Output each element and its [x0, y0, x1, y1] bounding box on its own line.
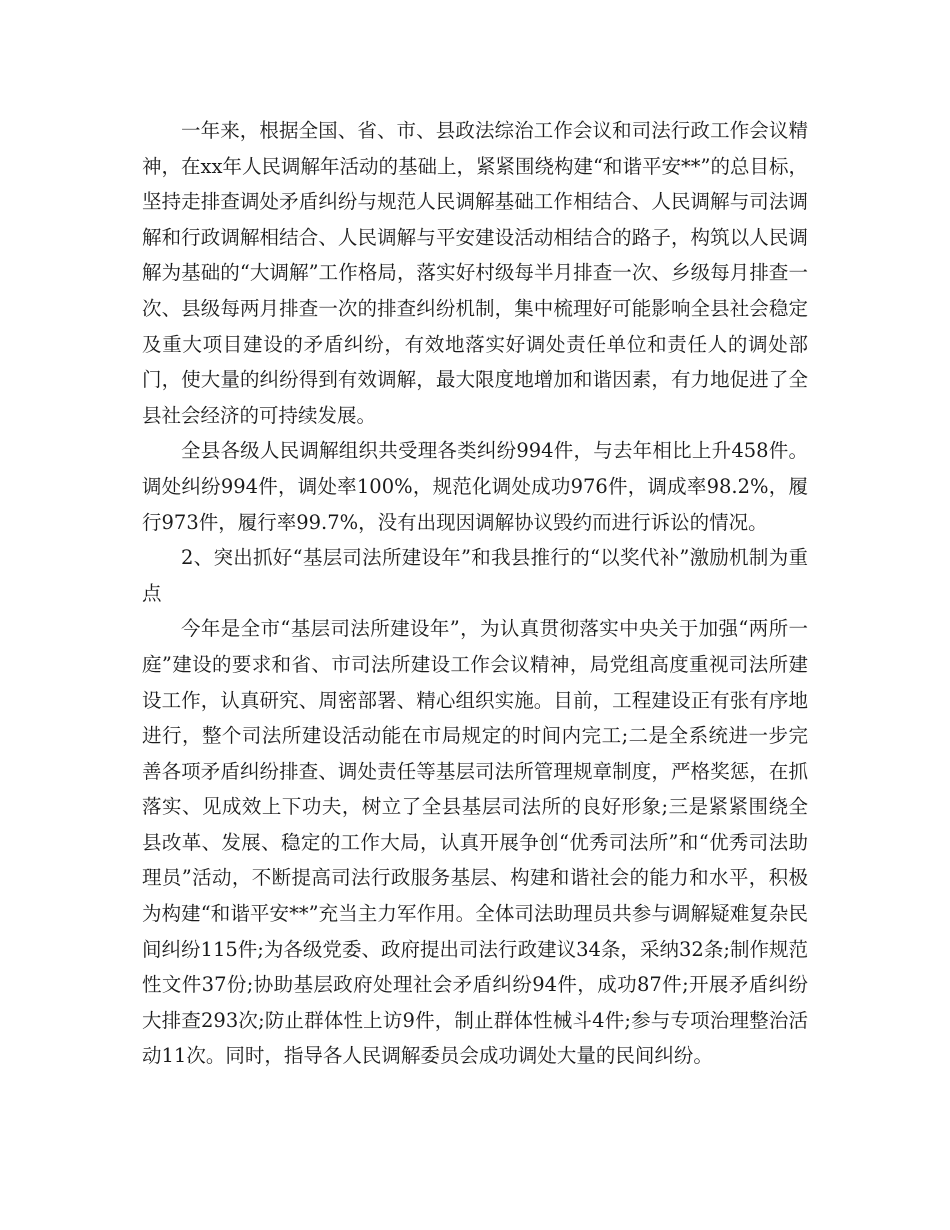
paragraph-judicial-office-construction: 今年是全市“基层司法所建设年”，为认真贯彻落实中央关于加强“两所一庭”建设的要求和省、市司法所建设工作会议精神，局党组高度重视司法所建设工作，认真研究、周密部署、精心组织实施。目前，工程建设正有张有序地进行，整个司法所建设活动能在市局规定的时间内完工;二是全系统进一步完善各项矛盾纠纷排查、调处责任等基层司法所管理规章制度，严格奖惩，在抓落实、见成效上下功夫，树立了全县基层司法所的良好形象;三是紧紧围绕全县改革、发展、稳定的工作大局，认真开展争创“优秀司法所”和“优秀司法助理员”活动，不断提高司法行政服务基层、构建和谐社会的能力和水平，积极为构建“和谐平安**”充当主力军作用。全体司法助理员共参与调解疑难复杂民间纠纷115件;为各级党委、政府提出司法行政建议34条，采纳32条;制作规范性文件37份;协助基层政府处理社会矛盾纠纷94件，成功87件;开展矛盾纠纷大排查293次;防止群体性上访9件，制止群体性械斗4件;参与专项治理整治活动11次。同时，指导各人民调解委员会成功调处大量的民间纠纷。 — [142, 617, 808, 1068]
paragraph-annual-summary: 一年来，根据全国、省、市、县政法综治工作会议和司法行政工作会议精神，在xx年人民调解年活动的基础上，紧紧围绕构建“和谐平安**”的总目标，坚持走排查调处矛盾纠纷与规范人民调解基础工作相结合、人民调解与司法调解和行政调解相结合、人民调解与平安建设活动相结合的路子，构筑以人民调解为基础的“大调解”工作格局，落实好村级每半月排查一次、乡级每月排查一次、县级每两月排查一次的排查纠纷机制，集中梳理好可能影响全县社会稳定及重大项目建设的矛盾纠纷，有效地落实好调处责任单位和责任人的调处部门，使大量的纠纷得到有效调解，最大限度地增加和谐因素，有力地促进了全县社会经济的可持续发展。 — [142, 119, 808, 427]
section-heading-2: 2、突出抓好“基层司法所建设年”和我县推行的“以奖代补”激励机制为重点 — [142, 546, 808, 605]
document-body — [142, 113, 808, 1074]
paragraph-dispute-statistics: 全县各级人民调解组织共受理各类纠纷994件，与去年相比上升458件。调处纠纷994件，调处率100%，规范化调处成功976件，调成率98.2%，履行973件，履行率99.7%，没有出现因调解协议毁约而进行诉讼的情况。 — [142, 439, 808, 534]
